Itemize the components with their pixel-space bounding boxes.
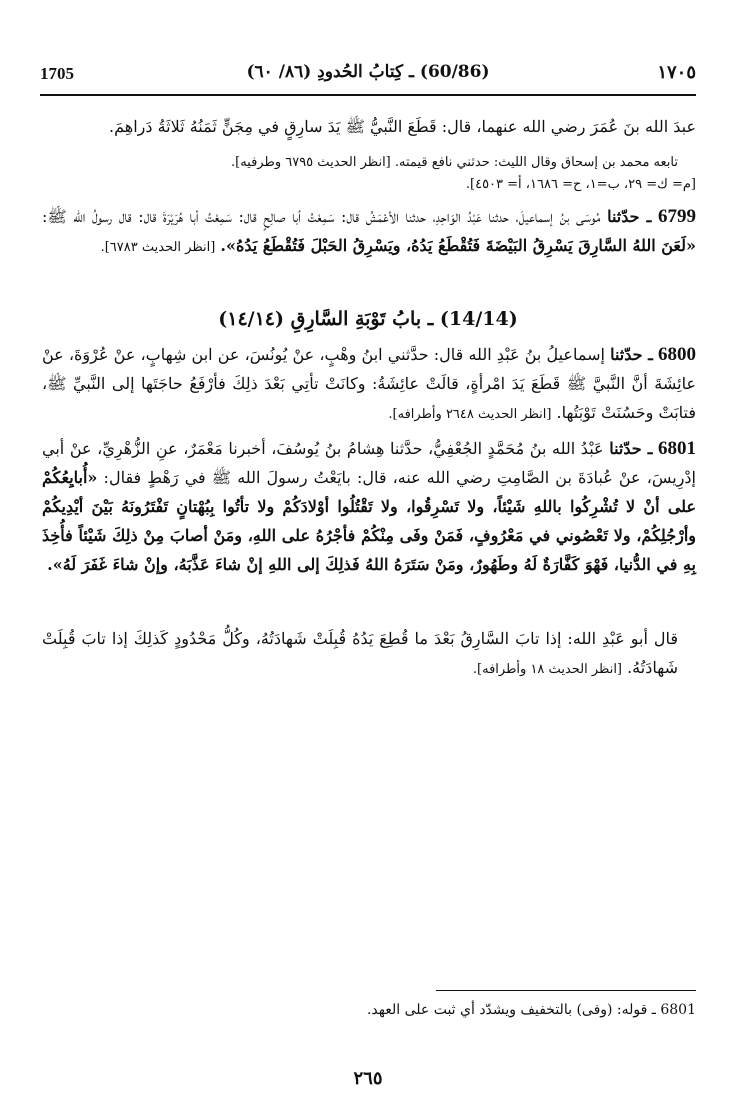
chapter-heading: (14/14) ـ بابُ تَوْبَةِ السَّارِقِ (١٤/١٤) (218, 308, 518, 330)
abu-abdullah-comment (42, 624, 696, 682)
hadith-matn: «لَعَنَ اللهُ السَّارِقَ يَسْرِقُ البَيْضَةَ فَتُقْطَعُ يَدُهُ، ويَسْرِقُ الحَبْلَ فَتُقْطَعُ يَدُهُ». (220, 236, 696, 255)
footnote: 6801 ـ قوله: (وفى) بالتخفيف ويشدّد أي ثبت على العهد. (366, 1002, 696, 1018)
hadith-number: 6799 (658, 206, 697, 227)
footnote-separator (436, 990, 696, 991)
hadith-ref: [انظر الحديث ٢٦٤٨ وأطرافه]. (388, 407, 552, 422)
page-header (40, 58, 696, 96)
cross-reference: [م= ك= ٢٩، ب=١، ح= ١٦٨٦، أ= ٤٥٠٣]. (465, 177, 696, 192)
hadith-matn: «أُبايِعُكُمْ على أنْ لا تُشْرِكُوا باللهِ شَيْئاً، ولا تَسْرِقُوا، ولا تَقْتُلُوا أوْلادَكُمْ ولا تأتُوا بِبُهْتانٍ تَفْتَرُونَهُ بَيْنَ أيْدِيكُمْ وأرْجُلِكُمْ، ولا تَعْصُوني في مَعْرُوفٍ، فَمَنْ وفَى مِنْكُمْ فأجْرُهُ على اللهِ، ومَنْ أصابَ مِنْ ذلِكَ شَيْئاً فأُخِذَ بِهِ في الدُّنيا، فَهْوَ كَفَّارَةٌ لَهُ وطَهُورٌ، ومَنْ سَتَرَهُ اللهُ فَذلِكَ إلى اللهِ إنْ شاءَ عَذَّبَهُ، وإنْ شاءَ غَفَرَ لَهُ». (42, 468, 696, 574)
page-number-arabic: ١٧٠٥ (657, 62, 696, 83)
hadith-lead: ـ حدّثنا (610, 345, 653, 364)
hadith-6799 (42, 202, 696, 260)
hadith-6800 (42, 340, 696, 427)
hadith-lead: ـ حدّثنا (607, 207, 652, 226)
page-number-latin: 1705 (40, 64, 74, 83)
hadith-lead: ـ حدّثنا (609, 439, 653, 458)
hadith-ref: [انظر الحديث ٦٧٨٣]. (100, 240, 216, 255)
running-title: (60/86) ـ كِتابُ الحُدودِ (٨٦/ ٦٠) (246, 62, 490, 82)
mutabaah-note: تابعه محمد بن إسحاق وقال الليث: حدثني نافع قيمته. [انظر الحديث ٦٧٩٥ وطرفيه]. (230, 155, 678, 170)
hadith-number: 6800 (658, 344, 696, 365)
comment-ref: [انظر الحديث ١٨ وأطرافه]. (472, 662, 622, 677)
comment-text: قال أبو عَبْدِ الله: إذا تابَ السَّارِقُ بَعْدَ ما قُطِعَ يَدُهُ قُبِلَتْ شَهادَتُهُ، وكُلُّ مَحْدُودٍ كَذلِكَ إذا تابَ قُبِلَتْ شَهادَتُهُ. (42, 629, 678, 677)
hadith-6801 (42, 434, 696, 579)
hadith-isnad: مُوسَى بنُ إسماعيلَ، حدثنا عَبْدُ الوَاحِدِ، حدثنا الأعْمَشُ قال: سَمِعْتُ أبا صالِحٍ قال: سَمِعْتُ أبا هُرَيْرَةَ قال: قال رسولُ الله ﷺ: (42, 207, 601, 226)
hadith-isnad: عَبْدُ الله بنُ مُحَمَّدٍ الجُعْفِيُّ، حدَّثنا هِشامُ بنُ يُوسُفَ، أخبرنا مَعْمَرٌ، عنِ الزُّهْرِيِّ، عنْ أبي إدْرِيسَ، عنْ عُبادَةَ بن الصَّامِتِ رضي الله عنه، قال: بايَعْتُ رسولَ الله ﷺ في رَهْطٍ فقال: (42, 439, 697, 487)
page-number-bottom: ٢٦٥ (353, 1068, 383, 1089)
hadith-text: إسماعيلُ بنُ عَبْدِ الله قال: حدَّثني ابنُ وهْبٍ، عنْ يُونُسَ، عن ابن شِهابٍ، عنْ عُرْوَةَ، عنْ عائِشَةَ أنَّ النَّبيَّ ﷺ قَطَعَ يَدَ امْرأةٍ، قالَتْ عائِشَةُ: وكانَتْ تأتِي بَعْدَ ذلِكَ فأرْفَعُ حاجَتَها إلى النَّبيِّ ﷺ، فتابَتْ وحَسُنَتْ تَوْبَتُها. (42, 345, 697, 422)
hadith-continuation: عبدَ الله بنَ عُمَرَ رضي الله عنهما، قال: قَطَعَ النَّبيُّ ﷺ يَدَ سارِقٍ في مِجَنٍّ ثَمَنُهُ ثَلاثَةُ دَراهِمَ. (109, 117, 696, 136)
hadith-number: 6801 (658, 438, 697, 459)
